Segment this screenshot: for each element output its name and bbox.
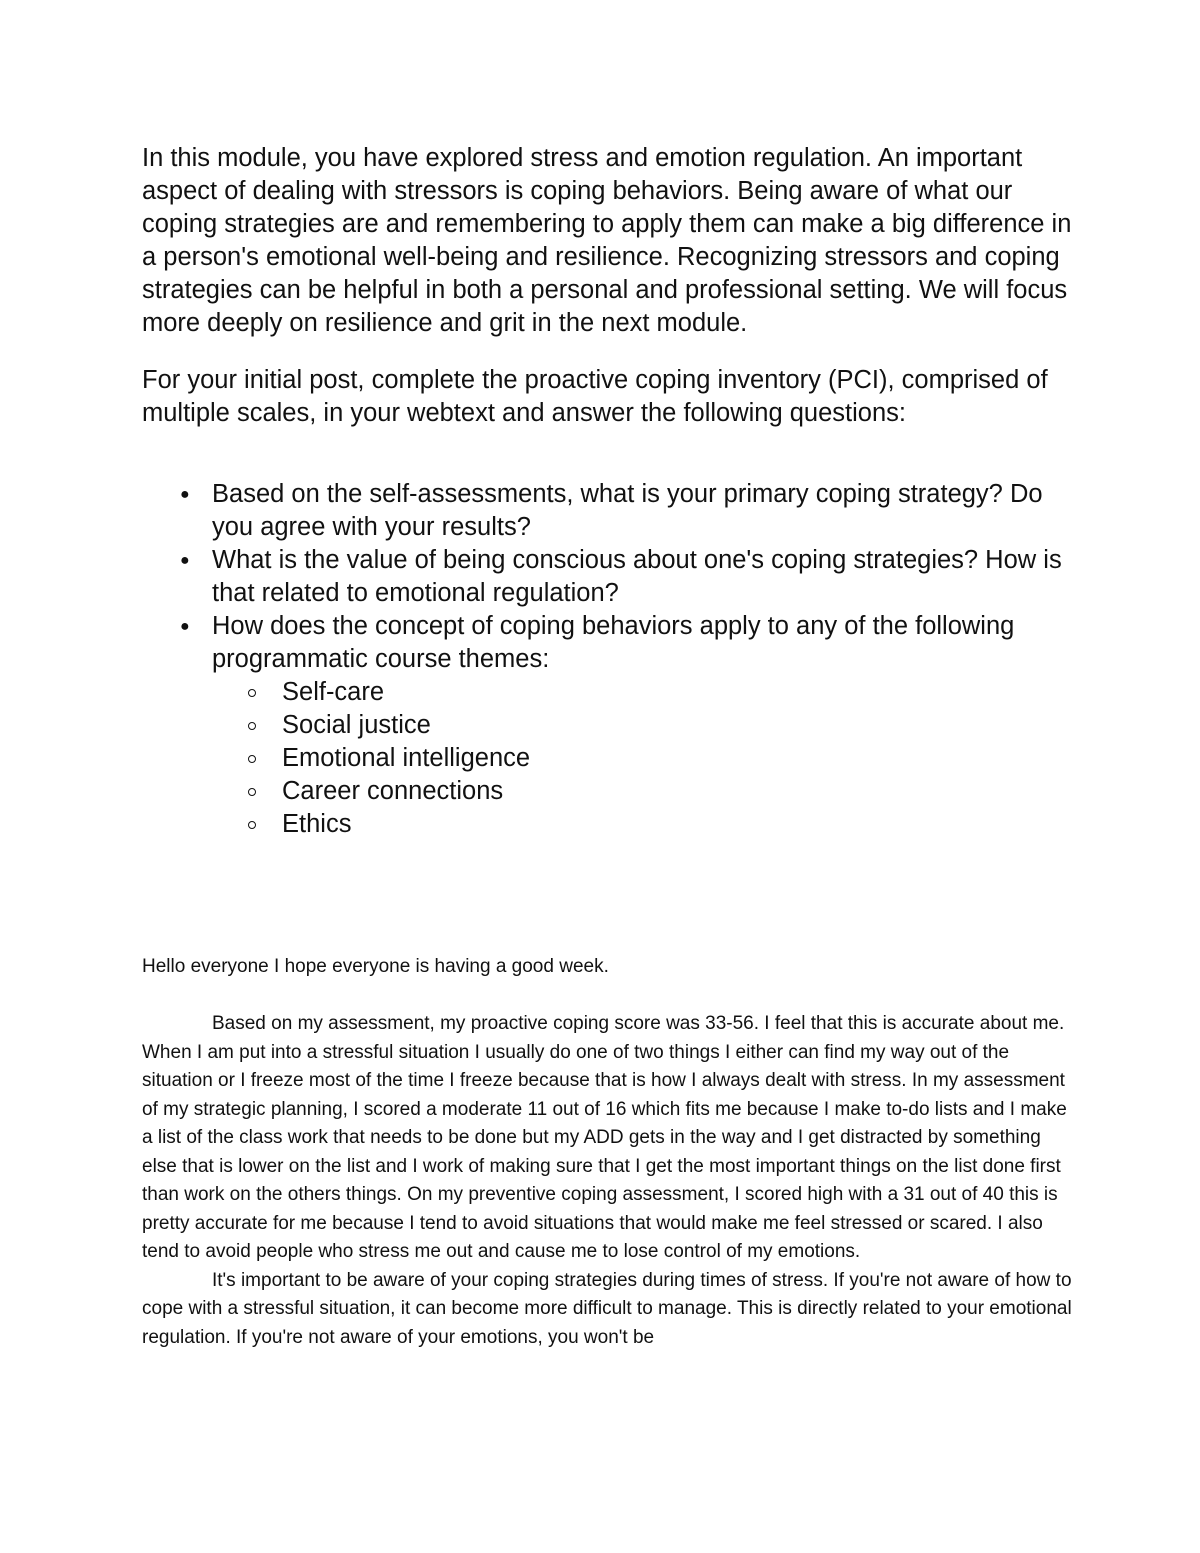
- course-theme-label: Ethics: [282, 810, 352, 838]
- question-item: [142, 544, 1082, 610]
- hollow-bullet-icon: [248, 788, 256, 796]
- course-theme-item: [212, 775, 1082, 808]
- discussion-prompt: [142, 142, 1082, 841]
- filled-bullet-icon: ●: [180, 486, 190, 503]
- course-theme-item: [212, 742, 1082, 775]
- course-theme-item: [212, 676, 1082, 709]
- filled-bullet-icon: ●: [180, 552, 190, 569]
- course-theme-label: Career connections: [282, 777, 504, 805]
- course-theme-item: [212, 808, 1082, 841]
- hollow-bullet-icon: [248, 821, 256, 829]
- course-theme-label: Emotional intelligence: [282, 744, 531, 772]
- filled-bullet-icon: ●: [180, 618, 190, 635]
- question-list: [142, 478, 1082, 841]
- prompt-paragraph-intro: In this module, you have explored stress and emotion regulation. An important aspect of dealing with stressors is coping behaviors. Being aware of what our coping strategies are and remembering to apply them can make a big difference in a person's emotional well-being and resilience. Recognizing stressors and coping strategies can be helpful in both a personal and professional setting. We will focus more deeply on resilience and grit in the next module.: [142, 144, 1072, 337]
- hollow-bullet-icon: [248, 755, 256, 763]
- response-greeting: Hello everyone I hope everyone is having a good week.: [142, 956, 609, 977]
- question-text: What is the value of being conscious about one's coping strategies? How is that related to emotional regulation?: [212, 546, 1062, 607]
- prompt-paragraph-instructions: For your initial post, complete the proactive coping inventory (PCI), comprised of multiple scales, in your webtext and answer the following questions:: [142, 366, 1048, 427]
- hollow-bullet-icon: [248, 722, 256, 730]
- response-paragraph: Based on my assessment, my proactive coping score was 33-56. I feel that this is accurate about me. When I am put into a stressful situation I usually do one of two things I either can find my way out of the situation or I freeze most of the time I freeze because that is how I always dealt with stress. In my assessment of my strategic planning, I scored a moderate 11 out of 16 which fits me because I make to-do lists and I make a list of the class work that needs to be done but my ADD gets in the way and I get distracted by something else that is lower on the list and I work of making sure that I get the most important things on the list done first than work on the others things. On my preventive coping assessment, I scored high with a 31 out of 40 this is pretty accurate for me because I tend to avoid situations that would make me feel stressed or scared. I also tend to avoid people who stress me out and cause me to lose control of my emotions.: [142, 1013, 1067, 1262]
- response-paragraph: It's important to be aware of your coping strategies during times of stress. If you're not aware of how to cope with a stressful situation, it can become more difficult to manage. This is directly related to your emotional regulation. If you're not aware of your emotions, you won't be: [142, 1269, 1072, 1348]
- hollow-bullet-icon: [248, 689, 256, 697]
- course-theme-label: Self-care: [282, 678, 385, 706]
- question-item: [142, 610, 1082, 841]
- course-theme-list: [212, 676, 1082, 841]
- question-item: [142, 478, 1082, 544]
- course-theme-label: Social justice: [282, 711, 431, 739]
- question-text: Based on the self-assessments, what is your primary coping strategy? Do you agree with your results?: [212, 480, 1043, 541]
- question-text: How does the concept of coping behaviors apply to any of the following programmatic course themes:: [212, 612, 1015, 673]
- student-response: [142, 953, 1072, 1352]
- course-theme-item: [212, 709, 1082, 742]
